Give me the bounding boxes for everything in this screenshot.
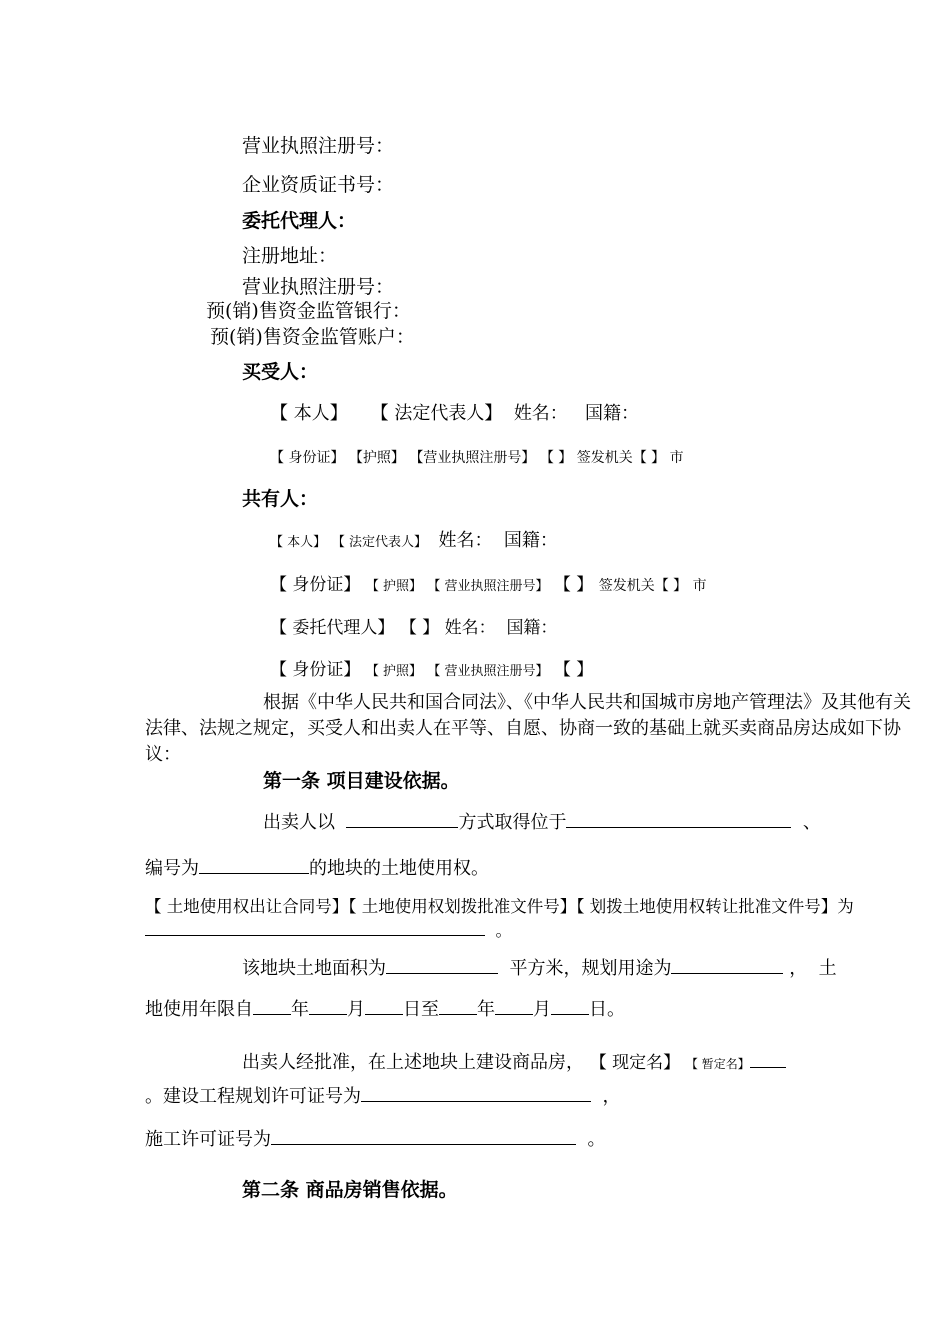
month-text: 月 [347,999,365,1020]
approval-text: 出卖人经批准，在上述地块上建设商品房， [242,1052,584,1073]
year-text: 年 [291,999,309,1020]
escrow-bank-label: 预(销)售资金监管银行： [206,300,411,322]
buyer-legal-rep-option: 【 法定代表人】 [370,403,503,424]
construction-permit-blank[interactable] [271,1128,576,1145]
co-owner-self-option: 【 本人】 [270,535,327,550]
buyer-city-label: 市 [669,450,684,466]
co-owner-issuer-label: 签发机关【 】 [598,578,688,594]
seller-obtain-text: 出卖人以 [263,812,335,833]
co-owner-agent-license-option: 【 营业执照注册号】 [427,664,549,679]
article1-plan-permit-line [145,1085,620,1106]
project-name-blank[interactable] [750,1051,786,1068]
co-owner-line2 [270,577,707,594]
year2-text: 年 [477,999,495,1020]
co-owner-line4 [270,662,593,679]
co-owner-legal-rep-option: 【 法定代表人】 [331,535,428,550]
co-owner-license-option: 【 营业执照注册号】 [427,579,549,594]
preamble-paragraph [145,690,920,768]
start-month-blank[interactable] [309,998,347,1015]
doc-number-blank[interactable] [145,921,485,936]
escrow-account-label: 预(销)售资金监管账户： [210,326,415,348]
land-text: 土 [818,958,837,979]
buyer-line2 [270,451,684,465]
agent-license-no-label: 营业执照注册号： [242,276,395,298]
buyer-issuer-label: 签发机关【 】 [576,450,666,466]
area-prefix-text: 该地块土地面积为 [242,958,386,979]
period2-text: 。 [587,1129,606,1150]
article1-term-line [145,998,625,1019]
article1-construction-permit-line [145,1128,605,1149]
co-owner-passport-option: 【 护照】 [365,579,422,594]
co-owner-line1 [270,532,558,550]
construction-permit-text: 施工许可证号为 [145,1129,271,1150]
buyer-name-label: 姓名： [513,403,568,424]
usage-blank[interactable] [671,957,783,974]
buyer-blank-option: 【 】 [539,450,573,466]
start-day-blank[interactable] [365,998,403,1015]
co-owner-blank2-option: 【 】 [399,618,440,638]
buyer-id-option: 【 身份证】 [270,450,345,466]
month2-text: 月 [533,999,551,1020]
co-owner-agent-nationality-label: 国籍： [506,618,558,638]
buyer-self-option: 【 本人】 [270,403,348,424]
preamble-text: 根据《中华人民共和国合同法》、《中华人民共和国城市房地产管理法》及其他有关法律、法规之规定，买受人和出卖人在平等、自愿、协商一致的基础上就买卖商品房达成如下协议： [145,692,911,765]
day-to-text: 日至 [403,999,439,1020]
plan-permit-blank[interactable] [361,1085,591,1102]
plan-permit-text: 。建设工程规划许可证号为 [145,1086,361,1107]
start-year-blank[interactable] [253,998,291,1015]
doc-types-text: 【 土地使用权出让合同号】【 土地使用权划拨批准文件号】【 划拨土地使用权转让批准文件号】为 [145,897,854,916]
reg-address-label: 注册地址： [242,245,338,267]
area-blank[interactable] [386,957,498,974]
buyer-title: 买受人： [242,361,319,383]
comma-text: 、 [802,812,821,833]
license-no-label: 营业执照注册号： [242,135,395,157]
end-day-blank[interactable] [551,998,589,1015]
co-owner-city-label: 市 [692,578,707,594]
article1-line1 [263,811,821,832]
article1-approval-line [242,1051,786,1072]
article1-area-line [242,957,837,978]
end-month-blank[interactable] [495,998,533,1015]
co-owner-title: 共有人： [242,488,319,510]
buyer-nationality-label: 国籍： [584,403,639,424]
article1-title: 第一条 项目建设依据。 [263,770,460,792]
co-owner-id-option: 【 身份证】 [270,575,361,595]
comma3-text: ， [602,1086,621,1107]
co-owner-blank-option: 【 】 [553,575,594,595]
period-text: 。 [495,921,512,940]
parcel-number-blank[interactable] [199,857,309,874]
number-prefix-text: 编号为 [145,858,199,879]
co-owner-agent-option: 【 委托代理人】 [270,618,395,638]
term-prefix-text: 地使用年限自 [145,999,253,1020]
co-owner-agent-name-label: 姓名： [444,618,496,638]
qualification-no-label: 企业资质证书号： [242,174,395,196]
end-year-blank[interactable] [439,998,477,1015]
article1-doc-types [145,895,920,943]
co-owner-line3 [270,620,557,637]
co-owner-nationality-label: 国籍： [503,530,558,551]
buyer-line1 [270,405,639,423]
article1-line2 [145,857,489,878]
current-name-option: 【 现定名】 [589,1053,681,1073]
method-text: 方式取得位于 [458,812,567,833]
co-owner-agent-passport-option: 【 护照】 [365,664,422,679]
area-unit-text: 平方米，规划用途为 [509,958,672,979]
location-blank[interactable] [566,811,791,828]
land-right-text: 的地块的土地使用权。 [309,858,489,879]
buyer-passport-option: 【护照】 [348,450,405,466]
comma2-text: ， [789,958,808,979]
co-owner-agent-id-option: 【 身份证】 [270,660,361,680]
method-blank[interactable] [346,811,458,828]
co-owner-agent-blank-option: 【 】 [553,660,594,680]
buyer-license-option: 【营业执照注册号】 [409,450,536,466]
article2-title: 第二条 商品房销售依据。 [242,1179,458,1201]
co-owner-name-label: 姓名： [438,530,493,551]
day-end-text: 日。 [589,999,625,1020]
temp-name-option: 【 暂定名】 [685,1057,750,1071]
agent-title: 委托代理人： [242,210,357,232]
